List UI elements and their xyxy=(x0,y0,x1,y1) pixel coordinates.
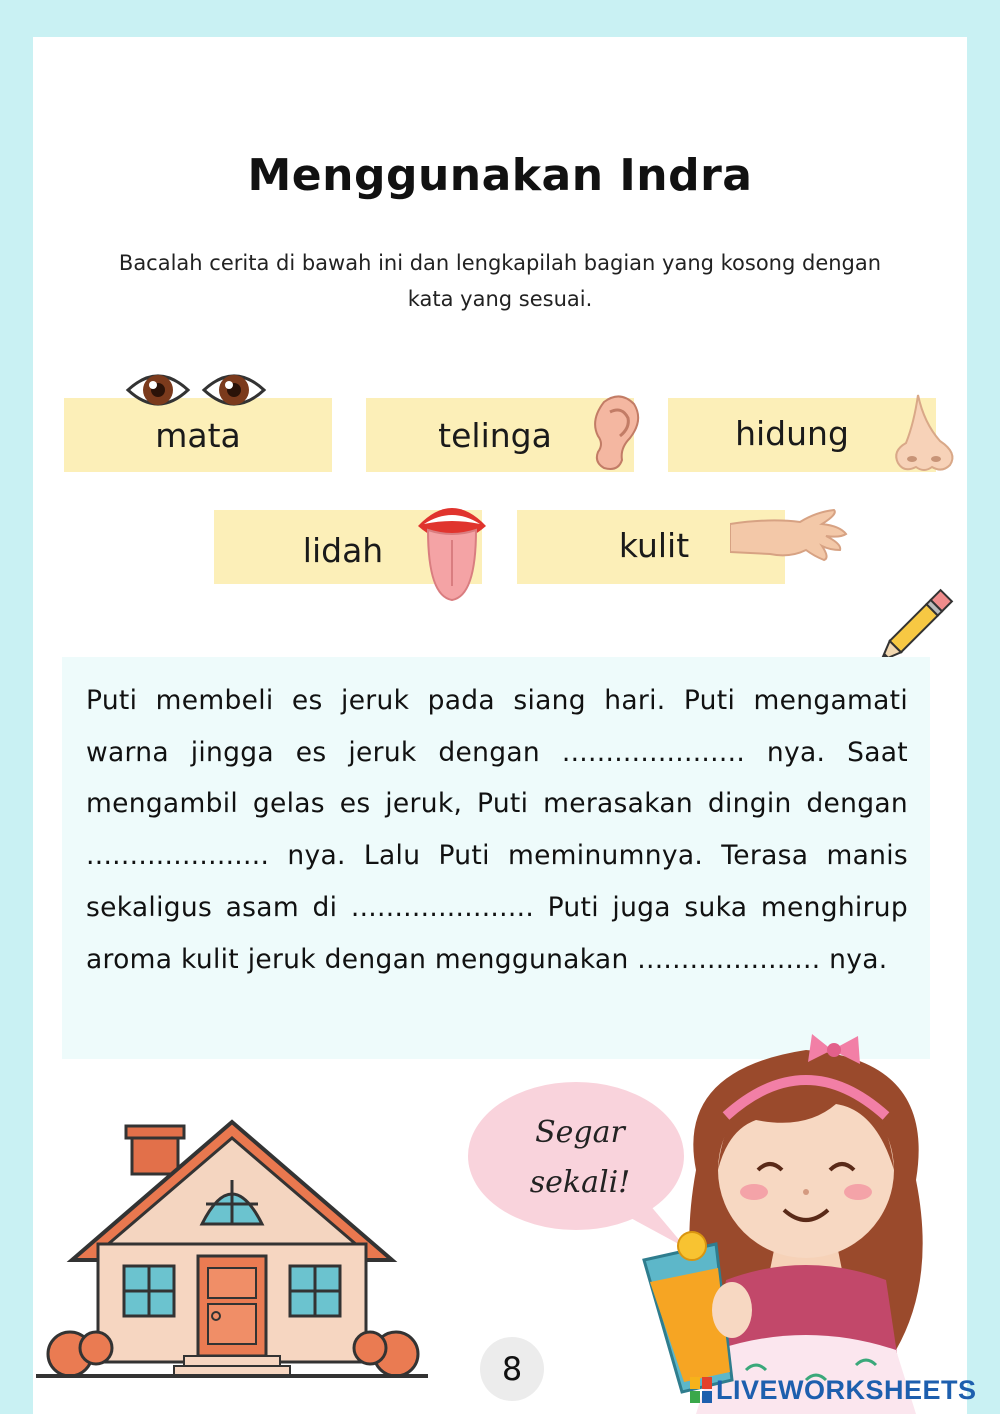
eyes-icon xyxy=(124,366,270,414)
house-icon xyxy=(36,1118,436,1380)
nose-icon xyxy=(888,393,960,475)
instruction-text: Bacalah cerita di bawah ini dan lengkapilah bagian yang kosong dengan kata yang sesuai. xyxy=(118,251,882,311)
ear-icon xyxy=(590,392,642,472)
word-label: telinga xyxy=(438,415,552,455)
logo-text: LIVEWORKSHEETS xyxy=(716,1374,977,1405)
word-label: lidah xyxy=(302,530,384,570)
page-title: Menggunakan Indra xyxy=(247,150,753,201)
logo-mark-icon xyxy=(690,1377,712,1403)
tongue-icon xyxy=(414,496,490,602)
speech-line-2: sekali! xyxy=(529,1165,631,1200)
story-box xyxy=(62,657,930,1059)
word-label: kulit xyxy=(618,525,690,565)
page-number: 8 xyxy=(480,1337,544,1401)
word-label: mata xyxy=(155,415,241,455)
liveworksheets-logo xyxy=(690,1372,977,1408)
story-text: Puti membeli es jeruk pada siang hari. Puti mengamati warna jingga es jeruk dengan ..................... nya. Saat mengambil gelas es jeruk, Puti merasakan dingin dengan ..................... nya. Lalu Puti meminumnya. Terasa manis sekaligus asam di ..................... Puti juga suka menghirup aroma kulit jeruk dengan menggunakan ..................... nya. xyxy=(86,685,908,975)
speech-line-1: Segar xyxy=(535,1115,625,1150)
hand-icon xyxy=(730,506,848,568)
girl-icon xyxy=(636,1020,970,1414)
word-label: hidung xyxy=(735,413,849,453)
